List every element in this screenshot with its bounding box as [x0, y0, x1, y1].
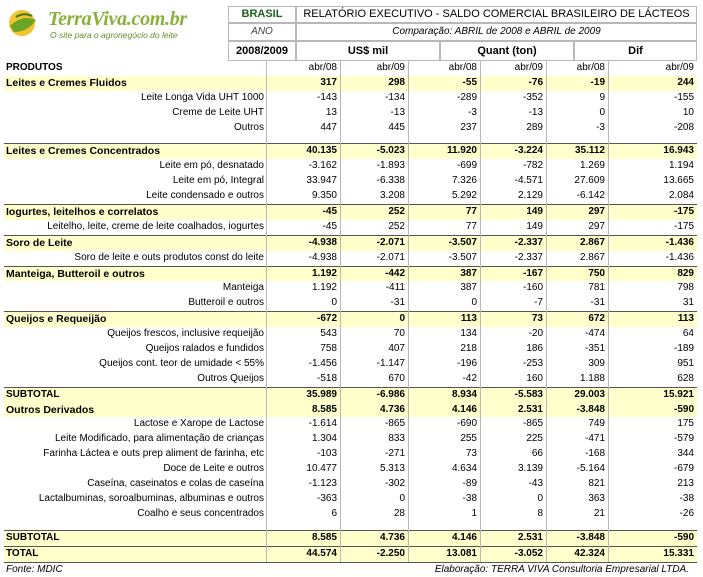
value-cell: 66 [480, 447, 546, 462]
value-cell: 10.477 [266, 462, 340, 477]
value-cell: 750 [546, 267, 608, 282]
value-cell: -6.338 [340, 174, 408, 189]
value-cell: 8.585 [266, 403, 340, 418]
value-cell: 4.146 [408, 403, 480, 418]
value-cell: -690 [408, 417, 480, 432]
column-separator [340, 61, 341, 562]
value-cell: 829 [608, 267, 697, 282]
row-label: SUBTOTAL [4, 388, 268, 403]
value-cell: 0 [546, 106, 608, 121]
value-cell: 8 [480, 507, 546, 522]
value-cell: 10 [608, 106, 697, 121]
value-cell: 225 [480, 432, 546, 447]
product-row [4, 477, 697, 492]
value-cell: 218 [408, 342, 480, 357]
value-cell: -442 [340, 267, 408, 282]
product-row [4, 251, 697, 266]
row-label: Outros Queijos [4, 372, 266, 387]
value-cell: -55 [408, 76, 480, 91]
value-cell: 244 [608, 76, 697, 91]
value-cell: 1.192 [266, 281, 340, 296]
value-cell: -579 [608, 432, 697, 447]
value-cell: -5.164 [546, 462, 608, 477]
logo-name: TerraViva.com.br [48, 8, 187, 31]
value-cell: 2.531 [480, 531, 546, 546]
value-cell: 21 [546, 507, 608, 522]
row-label: Leitelho, leite, creme de leite coalhados, iogurtes [4, 220, 266, 235]
logo-tagline: O site para o agronegócio do leite [50, 30, 178, 40]
row-label: Queijos ralados e fundidos [4, 342, 266, 357]
column-separator [546, 61, 547, 562]
row-label: Manteiga, Butteroil e outros [4, 267, 268, 282]
row-label: Leite Modificado, para alimentação de crianças [4, 432, 266, 447]
category-row [4, 204, 697, 220]
value-cell: 672 [546, 312, 608, 327]
category-row [4, 403, 697, 418]
value-cell: -43 [480, 477, 546, 492]
value-cell: -1.893 [340, 159, 408, 174]
value-cell: -189 [608, 342, 697, 357]
value-cell: -1.123 [266, 477, 340, 492]
product-row [4, 91, 697, 106]
value-cell: 309 [546, 357, 608, 372]
value-cell: 64 [608, 327, 697, 342]
value-cell: -13 [340, 106, 408, 121]
product-row [4, 417, 697, 432]
spacer-row [4, 135, 697, 143]
row-label: Iogurtes, leitelhos e correlatos [4, 205, 268, 220]
value-cell: -672 [266, 312, 340, 327]
value-cell: -782 [480, 159, 546, 174]
value-cell: -253 [480, 357, 546, 372]
value-cell: -155 [608, 91, 697, 106]
value-cell: 4.736 [340, 403, 408, 418]
group-header-usd: US$ mil [296, 41, 440, 61]
value-cell: -590 [608, 403, 697, 418]
value-cell: 298 [340, 76, 408, 91]
value-cell: -45 [266, 220, 340, 235]
subtotal-row [4, 530, 697, 546]
value-cell: 1.304 [266, 432, 340, 447]
value-cell: 0 [408, 296, 480, 311]
row-label: SUBTOTAL [4, 531, 268, 546]
value-cell: -1.436 [608, 251, 697, 266]
value-cell: 447 [266, 121, 340, 136]
value-cell: -865 [480, 417, 546, 432]
value-cell: 3.139 [480, 462, 546, 477]
value-cell: -2.337 [480, 251, 546, 266]
source-note: Fonte: MDIC [6, 563, 63, 577]
product-row [4, 327, 697, 342]
value-cell: 149 [480, 220, 546, 235]
row-label: Leite Longa Vida UHT 1000 [4, 91, 266, 106]
value-cell: -3 [546, 121, 608, 136]
row-label: TOTAL [4, 547, 268, 562]
value-cell: 42.324 [546, 547, 608, 562]
value-cell: 11.920 [408, 144, 480, 159]
value-cell: 16.943 [608, 144, 697, 159]
row-label: Queijos e Requeijão [4, 312, 268, 327]
value-cell: 758 [266, 342, 340, 357]
row-label: Soro de leite e outs produtos const do leite [4, 251, 266, 266]
value-cell: 213 [608, 477, 697, 492]
row-label: Creme de Leite UHT [4, 106, 266, 121]
value-cell: -471 [546, 432, 608, 447]
value-cell: 134 [408, 327, 480, 342]
value-cell: -175 [608, 205, 697, 220]
value-cell: 0 [340, 312, 408, 327]
row-label: Leite em pó, Integral [4, 174, 266, 189]
value-cell: -474 [546, 327, 608, 342]
value-cell: 175 [608, 417, 697, 432]
value-cell: 28 [340, 507, 408, 522]
value-cell: -26 [608, 507, 697, 522]
value-cell: 252 [340, 220, 408, 235]
value-cell: 4.146 [408, 531, 480, 546]
value-cell: -7 [480, 296, 546, 311]
value-cell: 1.269 [546, 159, 608, 174]
value-cell: 44.574 [266, 547, 340, 562]
value-cell: 2.867 [546, 236, 608, 251]
row-label: Butteroil e outros [4, 296, 266, 311]
globe-logo-icon [6, 8, 42, 38]
value-cell: 543 [266, 327, 340, 342]
value-cell: 1.194 [608, 159, 697, 174]
value-cell: 628 [608, 372, 697, 387]
product-row [4, 159, 697, 174]
value-cell: 344 [608, 447, 697, 462]
value-cell: 73 [480, 312, 546, 327]
column-header-row [4, 61, 697, 76]
value-cell: -699 [408, 159, 480, 174]
row-label: Leites e Cremes Fluidos [4, 76, 268, 91]
value-cell: -352 [480, 91, 546, 106]
value-cell: 186 [480, 342, 546, 357]
value-cell: 252 [340, 205, 408, 220]
value-cell: -45 [266, 205, 340, 220]
product-row [4, 106, 697, 121]
value-cell: -89 [408, 477, 480, 492]
value-cell: -302 [340, 477, 408, 492]
value-cell: 2.084 [608, 189, 697, 204]
value-cell: 2.531 [480, 403, 546, 418]
value-cell: -175 [608, 220, 697, 235]
value-cell: 13 [266, 106, 340, 121]
category-row [4, 266, 697, 282]
value-cell: -196 [408, 357, 480, 372]
value-cell: -31 [340, 296, 408, 311]
value-cell: -1.614 [266, 417, 340, 432]
footer-row [4, 563, 697, 577]
value-cell: 317 [266, 76, 340, 91]
value-cell: -38 [608, 492, 697, 507]
category-row [4, 76, 697, 91]
value-cell: -1.147 [340, 357, 408, 372]
value-cell: -160 [480, 281, 546, 296]
row-label: Soro de Leite [4, 236, 268, 251]
value-cell: -363 [266, 492, 340, 507]
period-header: abr/09 [608, 61, 697, 76]
row-label: Leite condensado e outros [4, 189, 266, 204]
value-cell: -590 [608, 531, 697, 546]
value-cell: -168 [546, 447, 608, 462]
value-cell: 77 [408, 220, 480, 235]
value-cell: 363 [546, 492, 608, 507]
value-cell: 4.736 [340, 531, 408, 546]
product-row [4, 342, 697, 357]
row-label: Outros Derivados [4, 403, 268, 418]
value-cell: 387 [408, 267, 480, 282]
value-cell: -103 [266, 447, 340, 462]
value-cell: 13.081 [408, 547, 480, 562]
value-cell: 8.585 [266, 531, 340, 546]
product-row [4, 492, 697, 507]
value-cell: 149 [480, 205, 546, 220]
row-label: Outros [4, 121, 266, 136]
value-cell: -13 [480, 106, 546, 121]
category-row [4, 143, 697, 159]
product-row [4, 220, 697, 235]
value-cell: -865 [340, 417, 408, 432]
product-row [4, 447, 697, 462]
value-cell: -76 [480, 76, 546, 91]
value-cell: 821 [546, 477, 608, 492]
value-cell: 0 [266, 296, 340, 311]
value-cell: -3.162 [266, 159, 340, 174]
value-cell: 0 [340, 492, 408, 507]
column-separator [408, 61, 409, 562]
category-row [4, 235, 697, 251]
group-header-quant: Quant (ton) [440, 41, 574, 61]
value-cell: 951 [608, 357, 697, 372]
column-separator [608, 61, 609, 562]
period-header: abr/08 [266, 61, 340, 76]
year-label: ANO [228, 23, 296, 41]
value-cell: 4.634 [408, 462, 480, 477]
row-label: Queijos cont. teor de umidade < 55% [4, 357, 266, 372]
year-value: 2008/2009 [228, 41, 296, 61]
value-cell: -351 [546, 342, 608, 357]
value-cell: 297 [546, 220, 608, 235]
column-separator [266, 61, 267, 562]
value-cell: 5.313 [340, 462, 408, 477]
value-cell: -1.456 [266, 357, 340, 372]
product-row [4, 296, 697, 311]
report-title: RELATÓRIO EXECUTIVO - SALDO COMERCIAL BRASILEIRO DE LÁCTEOS [296, 6, 697, 23]
value-cell: 5.292 [408, 189, 480, 204]
value-cell: -2.071 [340, 236, 408, 251]
period-header: abr/09 [480, 61, 546, 76]
value-cell: 0 [480, 492, 546, 507]
value-cell: 29.003 [546, 388, 608, 403]
value-cell: 1.192 [266, 267, 340, 282]
value-cell: 160 [480, 372, 546, 387]
value-cell: -134 [340, 91, 408, 106]
value-cell: 70 [340, 327, 408, 342]
value-cell: -5.023 [340, 144, 408, 159]
value-cell: 33.947 [266, 174, 340, 189]
row-label: Lactose e Xarope de Lactose [4, 417, 266, 432]
row-label: Caseína, caseinatos e colas de caseína [4, 477, 266, 492]
value-cell: -4.571 [480, 174, 546, 189]
value-cell: 445 [340, 121, 408, 136]
product-row [4, 507, 697, 522]
trade-balance-table [4, 61, 697, 577]
spacer-row [4, 522, 697, 530]
value-cell: 1 [408, 507, 480, 522]
comparison-subtitle: Comparação: ABRIL de 2008 e ABRIL de 2009 [296, 23, 697, 41]
product-row [4, 462, 697, 477]
row-label: Leites e Cremes Concentrados [4, 144, 268, 159]
value-cell: 2.867 [546, 251, 608, 266]
value-cell: -5.583 [480, 388, 546, 403]
value-cell: -31 [546, 296, 608, 311]
value-cell: -3.052 [480, 547, 546, 562]
row-label: Doce de Leite e outros [4, 462, 266, 477]
value-cell: 9 [546, 91, 608, 106]
value-cell: -1.436 [608, 236, 697, 251]
value-cell: -3.507 [408, 236, 480, 251]
value-cell: -20 [480, 327, 546, 342]
value-cell: 9.350 [266, 189, 340, 204]
period-header: abr/08 [546, 61, 608, 76]
value-cell: 13.665 [608, 174, 697, 189]
value-cell: 833 [340, 432, 408, 447]
value-cell: 3.208 [340, 189, 408, 204]
value-cell: 7.326 [408, 174, 480, 189]
value-cell: -42 [408, 372, 480, 387]
value-cell: 387 [408, 281, 480, 296]
period-header: abr/08 [408, 61, 480, 76]
row-label: Queijos frescos, inclusive requeijão [4, 327, 266, 342]
products-header: PRODUTOS [4, 61, 268, 76]
value-cell: 6 [266, 507, 340, 522]
value-cell: 35.112 [546, 144, 608, 159]
value-cell: 73 [408, 447, 480, 462]
value-cell: 77 [408, 205, 480, 220]
row-label: Leite em pó, desnatado [4, 159, 266, 174]
credit-note: Elaboração: TERRA VIVA Consultoria Empresarial LTDA. [435, 563, 689, 577]
product-row [4, 174, 697, 189]
value-cell: 113 [408, 312, 480, 327]
value-cell: -411 [340, 281, 408, 296]
period-header: abr/09 [340, 61, 408, 76]
value-cell: 8.934 [408, 388, 480, 403]
column-separator [480, 61, 481, 562]
value-cell: -4.938 [266, 251, 340, 266]
value-cell: 27.609 [546, 174, 608, 189]
value-cell: -167 [480, 267, 546, 282]
value-cell: 237 [408, 121, 480, 136]
value-cell: -289 [408, 91, 480, 106]
value-cell: -3.848 [546, 531, 608, 546]
terraviva-logo[interactable] [4, 6, 228, 40]
value-cell: 670 [340, 372, 408, 387]
value-cell: 749 [546, 417, 608, 432]
value-cell: -679 [608, 462, 697, 477]
group-header-dif: Dif [574, 41, 697, 61]
value-cell: 113 [608, 312, 697, 327]
product-row [4, 432, 697, 447]
value-cell: -143 [266, 91, 340, 106]
value-cell: -271 [340, 447, 408, 462]
value-cell: -6.986 [340, 388, 408, 403]
product-row [4, 357, 697, 372]
category-row [4, 311, 697, 327]
value-cell: 35.989 [266, 388, 340, 403]
value-cell: 297 [546, 205, 608, 220]
value-cell: -4.938 [266, 236, 340, 251]
value-cell: 798 [608, 281, 697, 296]
value-cell: -2.071 [340, 251, 408, 266]
value-cell: -3.507 [408, 251, 480, 266]
value-cell: -2.250 [340, 547, 408, 562]
value-cell: 781 [546, 281, 608, 296]
product-row [4, 281, 697, 296]
product-row [4, 121, 697, 136]
value-cell: 2.129 [480, 189, 546, 204]
value-cell: -3.224 [480, 144, 546, 159]
value-cell: -208 [608, 121, 697, 136]
value-cell: 40.135 [266, 144, 340, 159]
value-cell: 15.331 [608, 547, 697, 562]
row-label: Lactalbuminas, soroalbuminas, albuminas e outros [4, 492, 266, 507]
value-cell: 15.921 [608, 388, 697, 403]
row-label: Manteiga [4, 281, 266, 296]
value-cell: 407 [340, 342, 408, 357]
value-cell: 289 [480, 121, 546, 136]
row-label: Farinha Láctea e outs prep aliment de farinha, etc [4, 447, 266, 462]
product-row [4, 372, 697, 387]
value-cell: 1.188 [546, 372, 608, 387]
value-cell: -518 [266, 372, 340, 387]
total-row [4, 546, 697, 563]
country-label: BRASIL [228, 6, 296, 23]
row-label: Coalho e seus concentrados [4, 507, 266, 522]
subtotal-row [4, 387, 697, 403]
value-cell: -3 [408, 106, 480, 121]
value-cell: -2.337 [480, 236, 546, 251]
value-cell: 255 [408, 432, 480, 447]
value-cell: -3.848 [546, 403, 608, 418]
value-cell: -19 [546, 76, 608, 91]
product-row [4, 189, 697, 204]
value-cell: 31 [608, 296, 697, 311]
value-cell: -6.142 [546, 189, 608, 204]
value-cell: -38 [408, 492, 480, 507]
